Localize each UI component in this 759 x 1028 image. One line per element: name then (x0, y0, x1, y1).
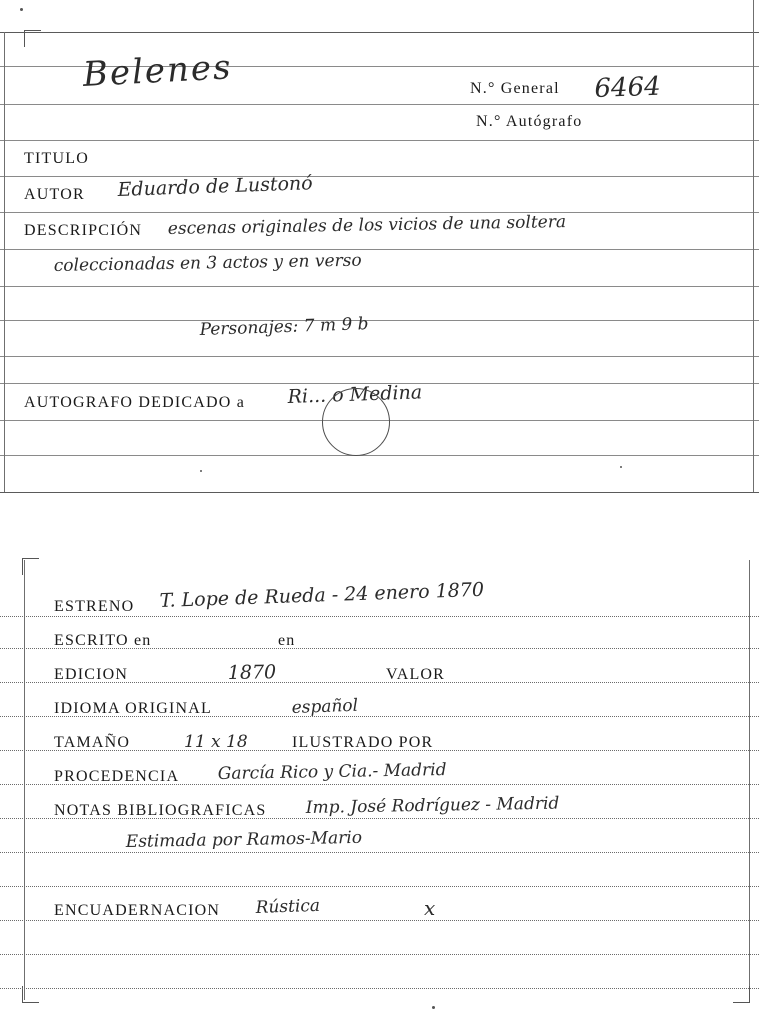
card-title-handwritten: Belenes (81, 47, 234, 95)
card-rule (0, 212, 759, 213)
label-ilustrado-por: ILUSTRADO POR (292, 734, 434, 751)
label-edicion: EDICION (54, 666, 129, 683)
card-rule (0, 988, 759, 989)
card-rule (0, 920, 759, 921)
card-rule (0, 32, 759, 33)
label-n-autografo: N.° Autógrafo (476, 113, 583, 130)
card-corner (24, 30, 41, 47)
paper-speck (20, 8, 23, 11)
label-procedencia: PROCEDENCIA (54, 768, 180, 785)
value-descripcion-line1: escenas originales de los vicios de una soltera (167, 212, 567, 239)
value-personajes: Personajes: 7 m 9 b (199, 314, 369, 340)
value-autografo-dedicado: Ri... o Medina (287, 381, 423, 408)
card-rule (0, 492, 759, 493)
card-rule (0, 954, 759, 955)
label-encuadernacion: ENCUADERNACION (54, 902, 221, 919)
value-idioma-original: español (291, 695, 359, 718)
value-estreno: T. Lope de Rueda - 24 enero 1870 (159, 578, 485, 612)
catalog-card-top (0, 0, 759, 496)
value-encuadernacion-mark: x (424, 896, 436, 920)
card-rule (0, 320, 759, 321)
card-right-border (753, 0, 754, 492)
label-autografo-dedicado: AUTOGRAFO DEDICADO a (24, 394, 246, 411)
card-left-border (24, 560, 25, 1000)
card-rule (0, 249, 759, 250)
value-encuadernacion: Rústica (255, 895, 321, 918)
card-rule (0, 286, 759, 287)
label-idioma-original: IDIOMA ORIGINAL (54, 700, 212, 717)
label-escrito-en: ESCRITO en (54, 632, 152, 649)
label-descripcion: DESCRIPCIÓN (24, 222, 143, 239)
value-autor: Eduardo de Lustonó (117, 172, 314, 201)
card-rule (0, 455, 759, 456)
label-escrito-en-secondary: en (278, 632, 296, 649)
label-estreno: ESTRENO (54, 598, 135, 615)
card-corner (22, 558, 39, 575)
catalog-card-bottom (0, 520, 759, 1028)
card-rule (0, 104, 759, 105)
card-rule (0, 356, 759, 357)
card-rule (0, 616, 759, 617)
label-notas-bibliograficas: NOTAS BIBLIOGRAFICAS (54, 802, 267, 819)
card-left-border (4, 32, 5, 492)
value-notas-bibliograficas: Imp. José Rodríguez - Madrid (305, 793, 560, 818)
label-titulo: TITULO (24, 150, 89, 167)
paper-speck (200, 470, 202, 472)
label-n-general: N.° General (470, 80, 560, 97)
value-n-general: 6464 (593, 71, 662, 104)
label-autor: AUTOR (24, 186, 85, 203)
value-tamano: 11 x 18 (184, 732, 248, 752)
value-descripcion-line2: coleccionadas en 3 actos y en verso (53, 250, 362, 276)
paper-speck (432, 1006, 435, 1009)
label-tamano: TAMAÑO (54, 734, 131, 751)
value-notas-linea2: Estimada por Ramos-Mario (125, 827, 363, 852)
ink-smudge-circle (322, 388, 390, 456)
card-rule (0, 852, 759, 853)
paper-speck (620, 466, 622, 468)
card-right-border (749, 560, 750, 1000)
card-rule (0, 140, 759, 141)
value-edicion: 1870 (227, 661, 277, 684)
label-valor: VALOR (386, 666, 446, 683)
card-rule (0, 176, 759, 177)
card-rule (0, 886, 759, 887)
value-procedencia: García Rico y Cia.- Madrid (217, 760, 447, 784)
